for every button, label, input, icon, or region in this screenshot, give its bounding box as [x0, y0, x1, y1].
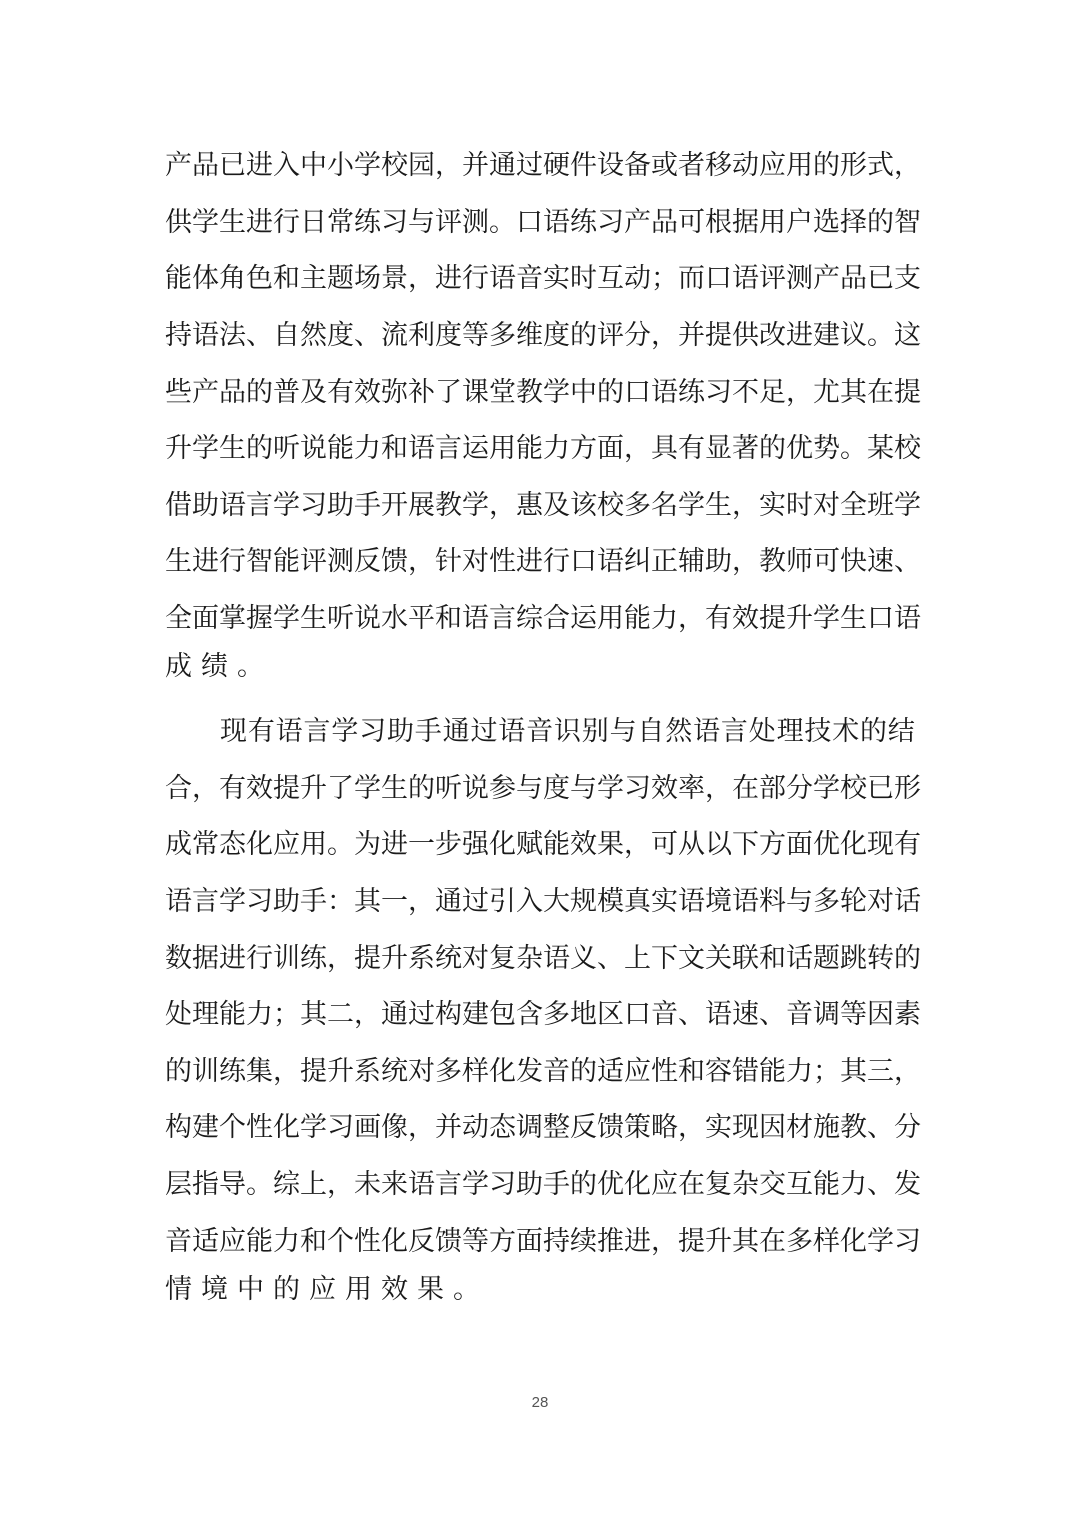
paragraph-2-line-4: 语 言 学 习 助 手 ： 其 一 ， 通 过 引 入 大 规 模 真 实 语 境 语 料 与 多 轮 对 话 — [165, 886, 921, 918]
paragraph-1-line-5: 些 产 品 的 普 及 有 效 弥 补 了 课 堂 教 学 中 的 口 语 练 习 不 足 ， 尤 其 在 提 — [165, 376, 921, 408]
paragraph-1-line-1: 产 品 已 进 入 中 小 学 校 园 ， 并 通 过 硬 件 设 备 或 者 移 动 应 用 的 形 式 ， — [165, 150, 921, 182]
paragraph-2-line-6: 处 理 能 力 ； 其 二 ， 通 过 构 建 包 含 多 地 区 口 音 、 语 速 、 音 调 等 因 素 — [165, 999, 921, 1031]
paragraph-1-line-3: 能 体 角 色 和 主 题 场 景 ， 进 行 语 音 实 时 互 动 ； 而 口 语 评 测 产 品 已 支 — [165, 263, 921, 295]
paragraph-2-line-7: 的 训 练 集 ， 提 升 系 统 对 多 样 化 发 音 的 适 应 性 和 容 错 能 力 ； 其 三 ， — [165, 1055, 921, 1087]
paragraph-2-line-5: 数 据 进 行 训 练 ， 提 升 系 统 对 复 杂 语 义 、 上 下 文 关 联 和 话 题 跳 转 的 — [165, 942, 921, 974]
body-text — [165, 138, 921, 1326]
paragraph-1-line-9: 全 面 掌 握 学 生 听 说 水 平 和 语 言 综 合 运 用 能 力 ， 有 效 提 升 学 生 口 语 — [165, 603, 921, 635]
paragraph-1-line-10: 成绩。 — [165, 651, 273, 683]
paragraph-1-line-7: 借 助 语 言 学 习 助 手 开 展 教 学 ， 惠 及 该 校 多 名 学 生 ， 实 时 对 全 班 学 — [165, 489, 921, 521]
paragraph-2-line-3: 成 常 态 化 应 用 。 为 进 一 步 强 化 赋 能 效 果 ， 可 从 以 下 方 面 优 化 现 有 — [165, 829, 921, 861]
paragraph-2-line-1: 现 有 语 言 学 习 助 手 通 过 语 音 识 别 与 自 然 语 言 处 理 技 术 的 结 — [220, 716, 915, 748]
paragraph-2-line-8: 构 建 个 性 化 学 习 画 像 ， 并 动 态 调 整 反 馈 策 略 ， 实 现 因 材 施 教 、 分 — [165, 1112, 921, 1144]
paragraph-2-line-11: 情境中的应用效果。 — [165, 1273, 489, 1305]
paragraph-1-line-4: 持 语 法 、 自 然 度 、 流 利 度 等 多 维 度 的 评 分 ， 并 提 供 改 进 建 议 。 这 — [165, 320, 921, 352]
paragraph-2-line-2: 合 ， 有 效 提 升 了 学 生 的 听 说 参 与 度 与 学 习 效 率 ， 在 部 分 学 校 已 形 — [165, 772, 921, 804]
paragraph-1-line-2: 供 学 生 进 行 日 常 练 习 与 评 测 。 口 语 练 习 产 品 可 根 据 用 户 选 择 的 智 — [165, 206, 921, 238]
paragraph-2-line-10: 音 适 应 能 力 和 个 性 化 反 馈 等 方 面 持 续 推 进 ， 提 升 其 在 多 样 化 学 习 — [165, 1225, 921, 1257]
paragraph-2-line-9: 层 指 导 。 综 上 ， 未 来 语 言 学 习 助 手 的 优 化 应 在 复 杂 交 互 能 力 、 发 — [165, 1168, 921, 1200]
paragraph-1-line-8: 生 进 行 智 能 评 测 反 馈 ， 针 对 性 进 行 口 语 纠 正 辅 助 ， 教 师 可 快 速 、 — [165, 546, 921, 578]
paragraph-1-line-6: 升 学 生 的 听 说 能 力 和 语 言 运 用 能 力 方 面 ， 具 有 显 著 的 优 势 。 某 校 — [165, 433, 921, 465]
page-number: 28 — [531, 1394, 549, 1411]
